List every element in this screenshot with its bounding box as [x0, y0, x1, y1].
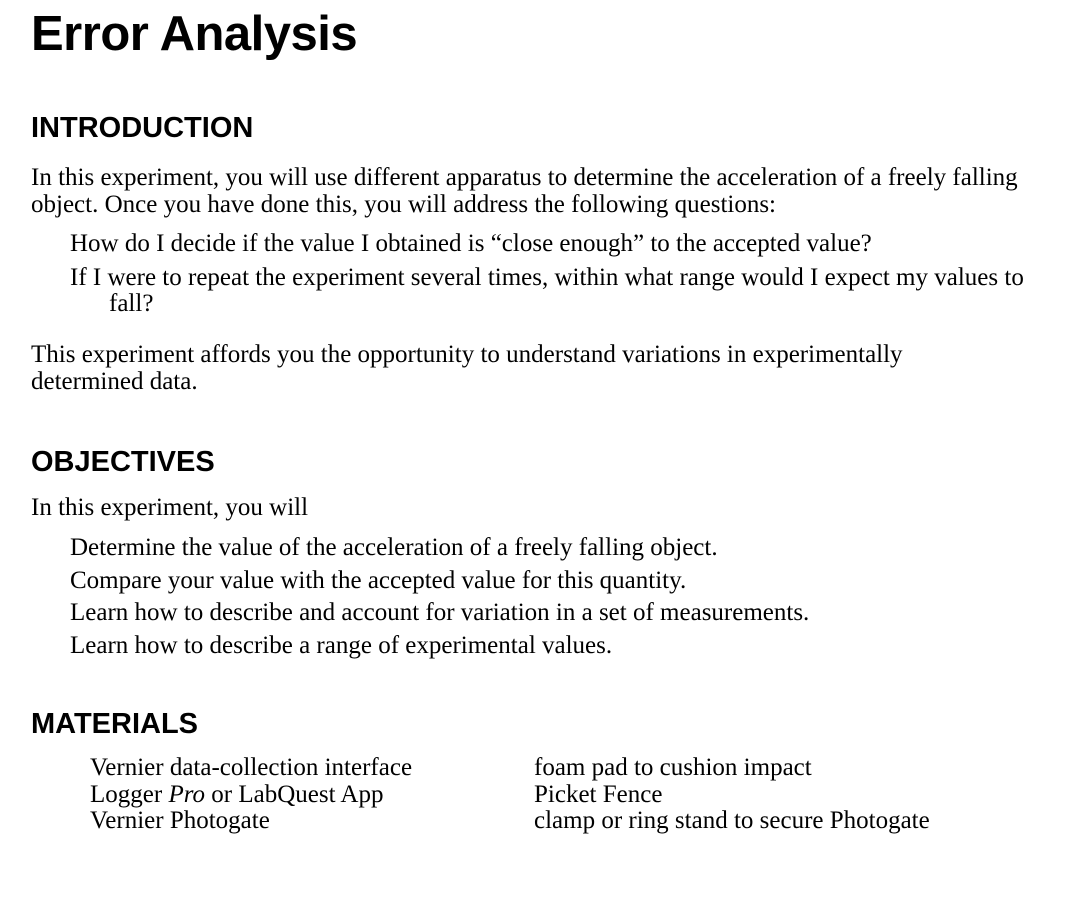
objective-item: Learn how to describe a range of experimental values. [70, 631, 613, 659]
objective-item: Learn how to describe and account for variation in a set of measurements. [70, 599, 810, 626]
objective-item: Compare your value with the accepted value for this quantity. [70, 566, 687, 594]
material-item: Picket Fence [534, 780, 663, 808]
material-item-italic: Pro [168, 780, 206, 808]
page-title: Error Analysis [31, 7, 358, 61]
introduction-closing: This experiment affords you the opportunity to understand variations in experimentally determined data. [31, 341, 903, 395]
objective-item: Determine the value of the acceleration of a freely falling object. [70, 534, 718, 561]
material-item-suffix: or LabQuest App [205, 780, 384, 808]
material-item-prefix: Logger [90, 780, 169, 808]
objectives-list [70, 532, 809, 662]
objectives-heading: OBJECTIVES [31, 446, 215, 478]
question-item: How do I decide if the value I obtained is “close enough” to the accepted value? [70, 230, 872, 257]
question-item: If I were to repeat the experiment several times, within what range would I expect my values to fall? [70, 264, 1024, 317]
material-item [90, 782, 412, 809]
materials-left-column [90, 755, 412, 835]
introduction-heading: INTRODUCTION [31, 112, 254, 144]
objectives-lead: In this experiment, you will [31, 494, 309, 521]
question-list [70, 231, 1070, 325]
material-item: Vernier Photogate [90, 807, 270, 834]
materials-heading: MATERIALS [31, 708, 199, 740]
material-item: Vernier data-collection interface [90, 754, 413, 781]
material-item: clamp or ring stand to secure Photogate [534, 807, 930, 834]
materials-right-column [534, 755, 930, 835]
introduction-paragraph: In this experiment, you will use different apparatus to determine the acceleration of a freely falling object. Once you have done this, you will address the following questions: [31, 164, 1018, 218]
material-item: foam pad to cushion impact [534, 754, 812, 781]
